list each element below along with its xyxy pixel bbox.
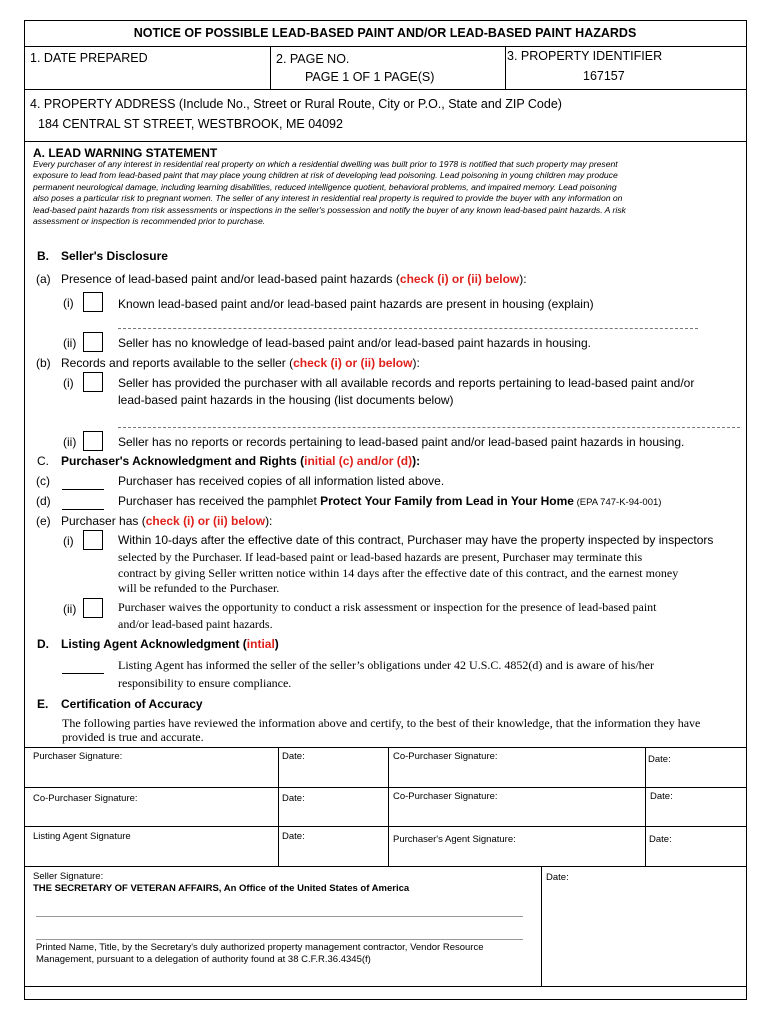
date-field[interactable]: Date:	[650, 791, 673, 802]
lead-warning-heading: A. LEAD WARNING STATEMENT	[33, 146, 218, 160]
divider	[541, 866, 542, 986]
divider	[24, 866, 747, 867]
co-purchaser-signature-field[interactable]: Co-Purchaser Signature:	[393, 751, 498, 762]
c-d-label: (d)	[36, 494, 51, 508]
form-title: NOTICE OF POSSIBLE LEAD-BASED PAINT AND/OR LEAD-BASED PAINT HAZARDS	[133, 26, 637, 40]
b-b-text: Records and reports available to the seller (check (i) or (ii) below):	[61, 356, 420, 370]
page-no-label: 2. PAGE NO.	[276, 52, 350, 66]
divider	[505, 46, 506, 89]
divider	[278, 747, 279, 866]
b-b-i-label: (i)	[63, 376, 74, 390]
property-address-value: 184 CENTRAL ST STREET, WESTBROOK, ME 04092	[38, 117, 343, 131]
section-b-heading: Seller's Disclosure	[61, 249, 168, 263]
c-e-i-label: (i)	[63, 534, 74, 548]
b-a-ii-text: Seller has no knowledge of lead-based paint and/or lead-based paint hazards in housing.	[118, 336, 591, 350]
b-a-i-checkbox[interactable]	[83, 292, 103, 312]
section-e-heading: Certification of Accuracy	[61, 697, 203, 711]
date-prepared-label: 1. DATE PREPARED	[30, 51, 148, 65]
divider	[24, 826, 747, 827]
printed-name-line[interactable]	[36, 939, 523, 940]
date-field[interactable]: Date:	[282, 751, 305, 762]
c-e-i-line2: selected by the Purchaser. If lead-based paint or lead-based hazards are present, Purchaser may terminate this	[118, 550, 643, 564]
printed-name-line1: Printed Name, Title, by the Secretary's duly authorized property management contractor, Vendor Resource	[36, 942, 484, 953]
listing-agent-initial-line[interactable]	[62, 673, 104, 674]
listing-agent-signature-field[interactable]: Listing Agent Signature	[33, 831, 131, 842]
d-line1: Listing Agent has informed the seller of the seller’s obligations under 42 U.S.C. 4852(d) and is aware of his/her	[118, 658, 655, 672]
c-c-text: Purchaser has received copies of all information listed above.	[118, 474, 445, 488]
c-e-text: Purchaser has (check (i) or (ii) below):	[61, 514, 273, 528]
b-b-ii-checkbox[interactable]	[83, 431, 103, 451]
seller-date-field[interactable]: Date:	[546, 872, 569, 883]
b-a-i-label: (i)	[63, 296, 74, 310]
c-e-label: (e)	[36, 514, 51, 528]
divider	[24, 141, 747, 142]
divider	[270, 46, 271, 89]
b-a-label: (a)	[36, 272, 51, 286]
b-b-ii-text: Seller has no reports or records pertaining to lead-based paint and/or lead-based paint hazards in housing.	[118, 435, 685, 449]
documents-line[interactable]	[118, 427, 740, 428]
c-e-ii-label: (ii)	[63, 602, 77, 616]
b-a-i-text: Known lead-based paint and/or lead-based paint hazards are present in housing (explain)	[118, 297, 594, 311]
divider	[24, 46, 747, 47]
b-b-i-line2: lead-based paint hazards in the housing (list documents below)	[118, 393, 454, 407]
divider	[645, 747, 646, 866]
c-e-i-checkbox[interactable]	[83, 530, 103, 550]
date-field[interactable]: Date:	[648, 754, 671, 765]
section-d-heading: Listing Agent Acknowledgment (intial)	[61, 637, 279, 651]
purchasers-agent-signature-field[interactable]: Purchaser's Agent Signature:	[393, 834, 516, 845]
c-initial-line[interactable]	[62, 489, 104, 490]
divider	[24, 747, 747, 748]
divider	[24, 89, 747, 90]
lead-warning-text: Every purchaser of any interest in residential real property on which a residential dwelling was built prior to 1978 is notified that such property may present exposure to lead from lead-based paint that may place young children at risk of developing lead poisoning. Lead poisoning in young children may produce permanent neurological damage, including learning disabilities, reduced intelligence quotient, behavioral problems, and impaired memory. Lead poisoning also poses a particular risk to pregnant women. The seller of any interest in residential real property is required to provide the buyer with any information on lead-based paint hazards from risk assessments or inspections in the seller's possession and notify the buyer of any known lead-based paint hazards. A risk assessment or inspection is recommended prior to purchase.	[33, 159, 626, 227]
explain-line[interactable]	[118, 328, 698, 329]
divider	[388, 747, 389, 866]
c-e-ii-line2: and/or lead-based paint hazards.	[118, 617, 273, 631]
c-e-ii-line1: Purchaser waives the opportunity to conduct a risk assessment or inspection for the presence of lead-based paint	[118, 600, 657, 614]
b-b-i-line1: Seller has provided the purchaser with all available records and reports pertaining to lead-based paint and/or	[118, 376, 695, 390]
b-a-text: Presence of lead-based paint and/or lead-based paint hazards (check (i) or (ii) below):	[61, 272, 527, 286]
date-field[interactable]: Date:	[649, 834, 672, 845]
date-field[interactable]: Date:	[282, 831, 305, 842]
section-d-letter: D.	[37, 637, 49, 651]
property-address-label: 4. PROPERTY ADDRESS (Include No., Street or Rural Route, City or P.O., State and ZIP Code)	[30, 97, 562, 111]
section-c-letter: C.	[37, 454, 49, 468]
seller-signature-line[interactable]	[36, 916, 523, 917]
purchaser-signature-field[interactable]: Purchaser Signature:	[33, 751, 123, 762]
d-initial-line[interactable]	[62, 509, 104, 510]
property-identifier-label: 3. PROPERTY IDENTIFIER	[507, 49, 663, 63]
b-b-label: (b)	[36, 356, 51, 370]
printed-name-line2: Management, pursuant to a delegation of authority found at 38 C.F.R.36.4345(f)	[36, 954, 371, 965]
c-e-i-line3: contract by giving Seller written notice within 14 days after the effective date of this contract, and the earnest money	[118, 566, 679, 580]
e-line2: provided is true and accurate.	[62, 730, 204, 744]
co-purchaser-signature-field[interactable]: Co-Purchaser Signature:	[393, 791, 498, 802]
section-b-letter: B.	[37, 249, 49, 263]
divider	[24, 986, 747, 987]
seller-name: THE SECRETARY OF VETERAN AFFAIRS, An Office of the United States of America	[33, 883, 410, 894]
co-purchaser-signature-field[interactable]: Co-Purchaser Signature:	[33, 793, 138, 804]
c-e-ii-checkbox[interactable]	[83, 598, 103, 618]
page-no-value: PAGE 1 OF 1 PAGE(S)	[305, 70, 435, 84]
property-identifier-value: 167157	[583, 69, 625, 83]
date-field[interactable]: Date:	[282, 793, 305, 804]
b-b-i-checkbox[interactable]	[83, 372, 103, 392]
c-c-label: (c)	[36, 474, 50, 488]
d-line2: responsibility to ensure compliance.	[118, 676, 292, 690]
c-e-i-line1: Within 10-days after the effective date of this contract, Purchaser may have the property inspected by inspectors	[118, 533, 714, 547]
divider	[24, 787, 747, 788]
b-b-ii-label: (ii)	[63, 435, 77, 449]
b-a-ii-label: (ii)	[63, 336, 77, 350]
c-d-text: Purchaser has received the pamphlet Protect Your Family from Lead in Your Home (EPA 747-K-94-001)	[118, 494, 662, 508]
b-a-ii-checkbox[interactable]	[83, 332, 103, 352]
c-e-i-line4: will be refunded to the Purchaser.	[118, 581, 280, 595]
section-e-letter: E.	[37, 697, 49, 711]
section-c-heading: Purchaser's Acknowledgment and Rights (initial (c) and/or (d)):	[61, 454, 421, 468]
e-line1: The following parties have reviewed the information above and certify, to the best of their knowledge, that the information they have	[62, 716, 701, 730]
seller-signature-label: Seller Signature:	[33, 871, 104, 882]
